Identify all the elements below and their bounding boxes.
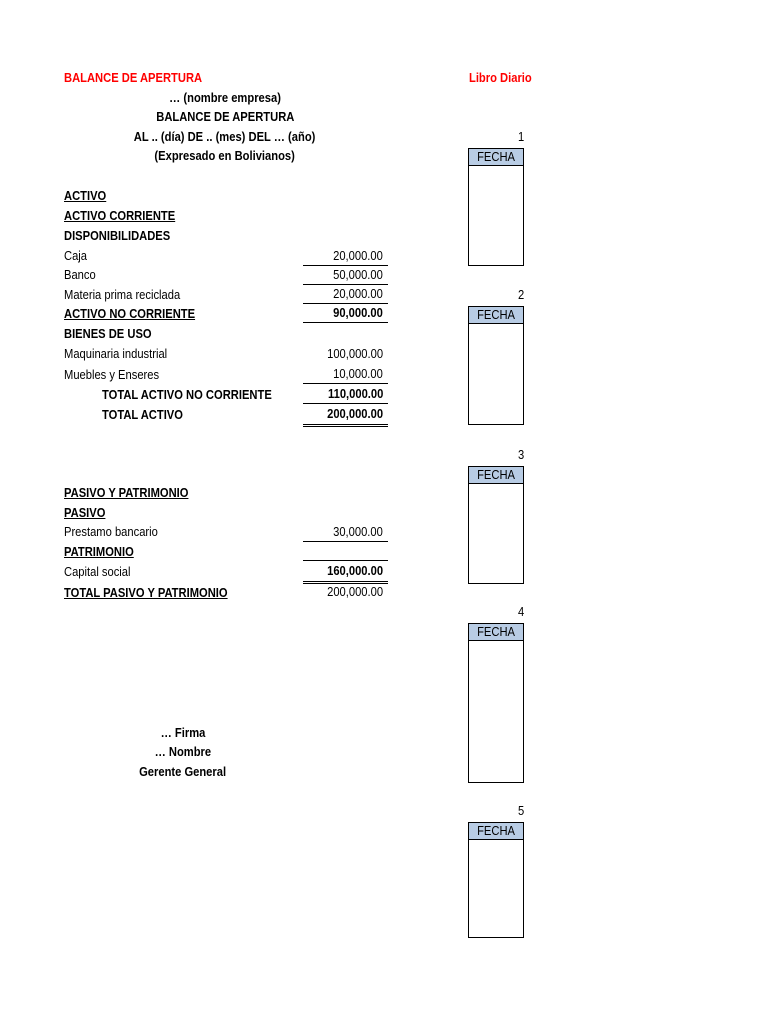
journal-fecha-header-5: FECHA (468, 822, 524, 840)
balance-title: BALANCE DE APERTURA (155, 109, 295, 124)
journal-fecha-header-1: FECHA (468, 148, 524, 166)
row-label-prestamo: Prestamo bancario (64, 524, 158, 539)
balance-currency: (Expresado en Bolivianos) (154, 148, 296, 163)
journal-fecha-header-2: FECHA (468, 306, 524, 324)
total-activo-no-corriente-amount: 110,000.00 (303, 386, 388, 404)
row-amount-caja: 20,000.00 (303, 248, 388, 266)
row-label-materia-prima: Materia prima reciclada (64, 287, 181, 302)
row-amount-maquinaria: 100,000.00 (327, 346, 383, 361)
activo-no-corriente-amount: 90,000.00 (303, 305, 388, 323)
patrimonio-heading: PATRIMONIO (64, 544, 134, 559)
signature-firma: … Firma (160, 725, 206, 740)
journal-entry-box-2 (468, 324, 524, 425)
row-label-capital: Capital social (64, 564, 131, 579)
row-amount-muebles: 10,000.00 (303, 366, 388, 384)
total-activo-amount: 200,000.00 (303, 406, 388, 427)
libro-diario-title: Libro Diario (469, 70, 532, 85)
journal-entry-number-2: 2 (517, 287, 524, 302)
pasivo-patrimonio-heading: PASIVO Y PATRIMONIO (64, 485, 189, 500)
company-name: … (nombre empresa) (169, 90, 281, 105)
pasivo-heading: PASIVO (64, 505, 106, 520)
total-pasivo-patrimonio-label: TOTAL PASIVO Y PATRIMONIO (64, 585, 228, 600)
row-amount-prestamo: 30,000.00 (303, 524, 388, 542)
journal-fecha-header-4: FECHA (468, 623, 524, 641)
row-label-muebles: Muebles y Enseres (64, 367, 160, 382)
journal-fecha-header-3: FECHA (468, 466, 524, 484)
patrimonio-blank-cell (303, 543, 388, 561)
journal-entry-box-1 (468, 166, 524, 266)
total-activo-label: TOTAL ACTIVO (102, 407, 183, 422)
signature-nombre: … Nombre (154, 744, 212, 759)
row-label-maquinaria: Maquinaria industrial (64, 346, 168, 361)
row-label-caja: Caja (64, 248, 88, 263)
total-activo-no-corriente-label: TOTAL ACTIVO NO CORRIENTE (102, 387, 272, 402)
row-amount-banco: 50,000.00 (303, 267, 388, 285)
signature-cargo: Gerente General (139, 764, 227, 779)
row-amount-materia-prima: 20,000.00 (303, 286, 388, 304)
journal-entry-box-3 (468, 484, 524, 584)
journal-entry-box-4 (468, 641, 524, 783)
disponibilidades-heading: DISPONIBILIDADES (64, 228, 171, 243)
activo-heading: ACTIVO (64, 188, 107, 203)
journal-entry-number-1: 1 (517, 129, 524, 144)
total-pasivo-patrimonio-amount: 200,000.00 (327, 584, 383, 599)
journal-entry-box-5 (468, 840, 524, 938)
balance-date-line: AL .. (día) DE .. (mes) DEL … (año) (134, 129, 316, 144)
journal-entry-number-3: 3 (517, 447, 524, 462)
balance-title-red: BALANCE DE APERTURA (64, 70, 203, 85)
journal-entry-number-4: 4 (517, 604, 524, 619)
journal-entry-number-5: 5 (517, 803, 524, 818)
activo-corriente-heading: ACTIVO CORRIENTE (64, 208, 176, 223)
row-amount-capital: 160,000.00 (303, 563, 388, 584)
activo-no-corriente-label: ACTIVO NO CORRIENTE (64, 306, 196, 321)
bienes-de-uso-heading: BIENES DE USO (64, 326, 152, 341)
row-label-banco: Banco (64, 267, 96, 282)
